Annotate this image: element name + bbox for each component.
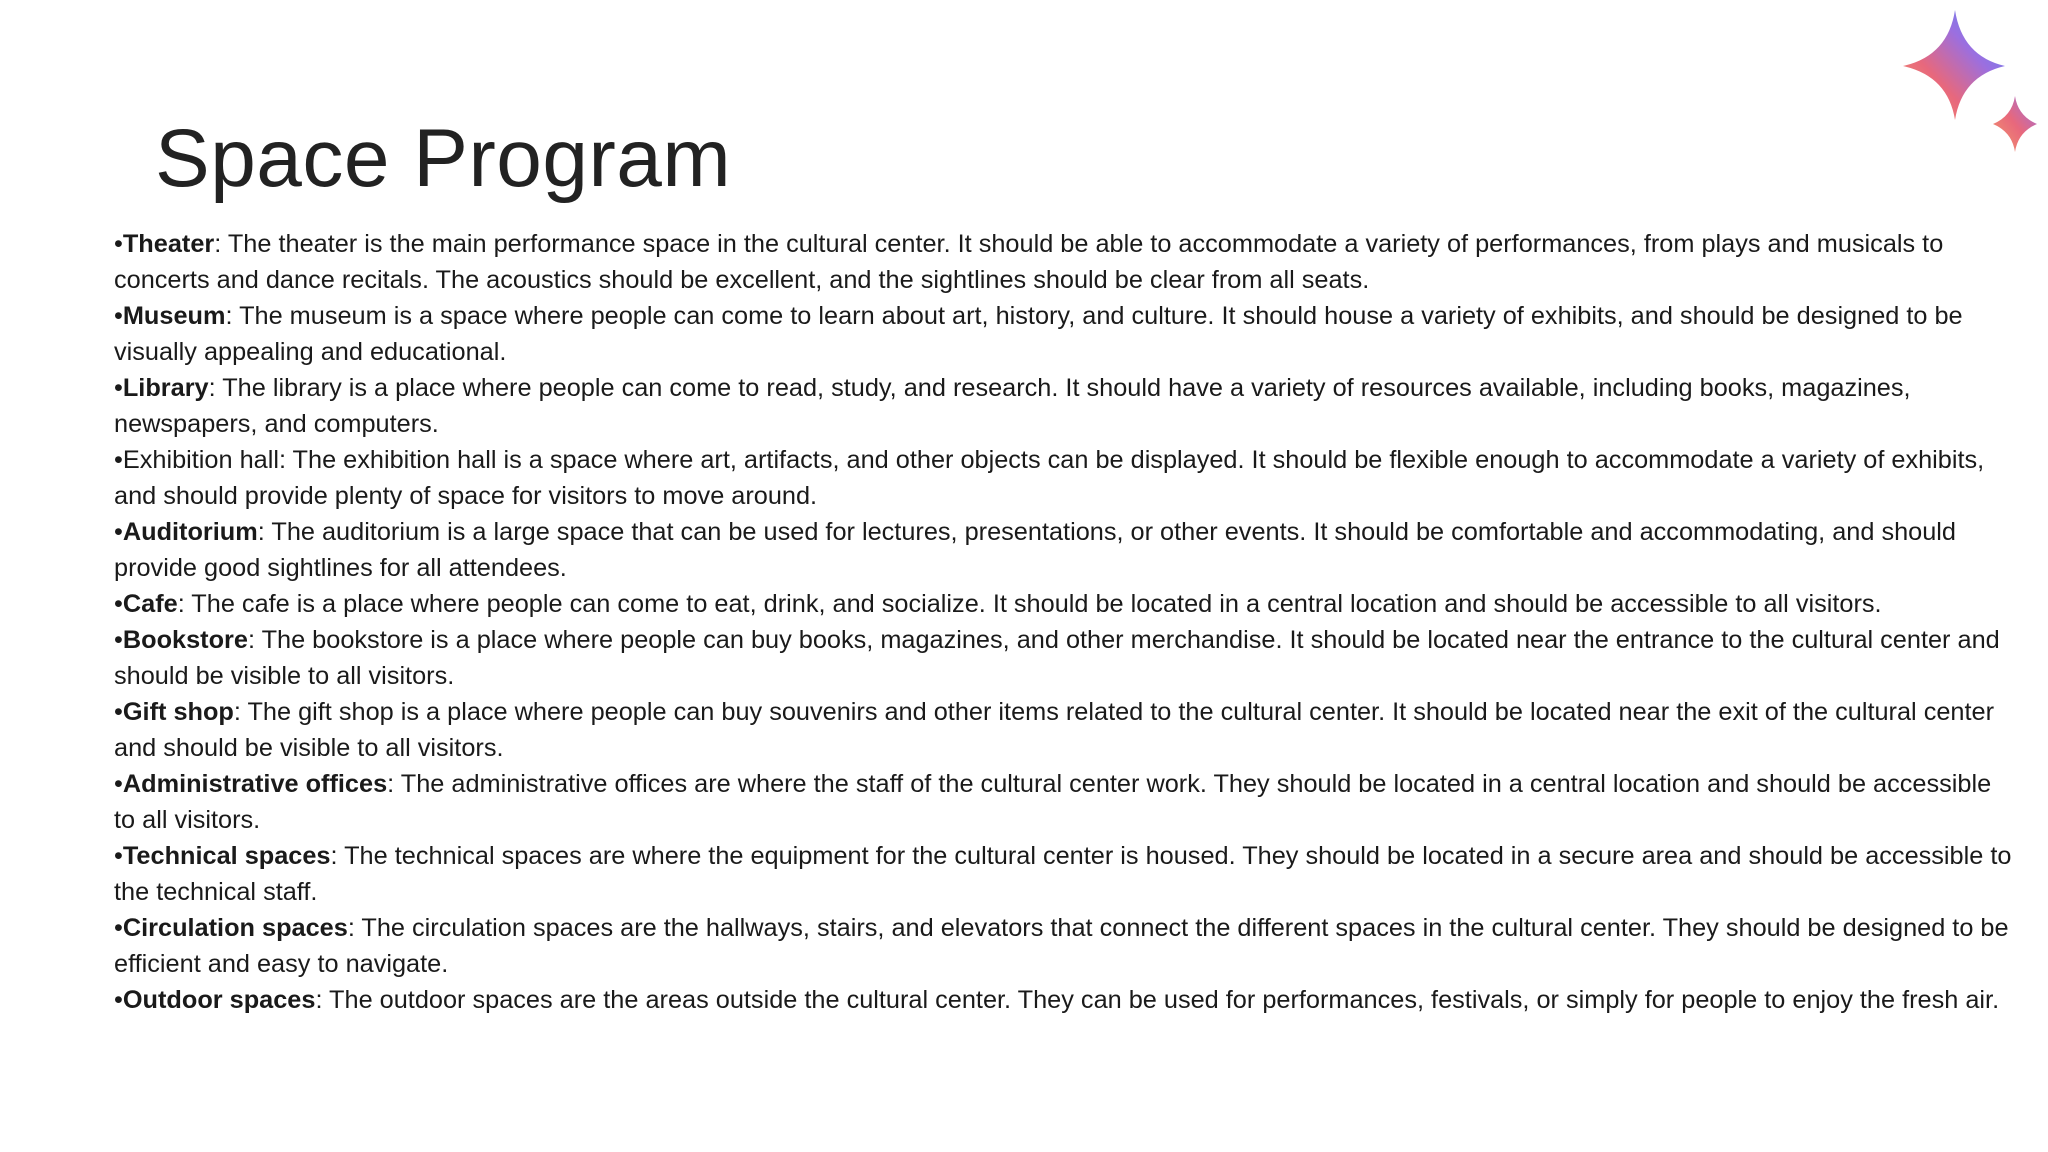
bullet: • bbox=[114, 698, 123, 726]
list-item bbox=[114, 694, 2014, 766]
bullet: • bbox=[114, 914, 123, 942]
item-term: Outdoor spaces bbox=[122, 986, 316, 1014]
item-description: : The bookstore is a place where people can buy books, magazines, and other merchandise. It should be located near the entrance to the cultural center and should be visible to all visitors. bbox=[114, 626, 2000, 690]
bullet: • bbox=[114, 374, 123, 402]
item-description: : The outdoor spaces are the areas outside the cultural center. They can be used for performances, festivals, or simply for people to enjoy the fresh air. bbox=[315, 986, 2000, 1014]
list-item bbox=[114, 586, 2014, 622]
list-item bbox=[114, 298, 2014, 370]
item-term: Bookstore bbox=[122, 626, 248, 654]
item-term: Gift shop bbox=[122, 698, 234, 726]
slide-title: Space Program bbox=[155, 113, 732, 204]
list-item bbox=[114, 982, 2014, 1018]
item-description: : The gift shop is a place where people can buy souvenirs and other items related to the cultural center. It should be located near the exit of the cultural center and should be visible to all visitors. bbox=[114, 698, 1994, 762]
item-term: Circulation spaces bbox=[122, 914, 348, 942]
item-term: Cafe bbox=[122, 590, 178, 618]
item-term: Museum bbox=[122, 302, 226, 330]
list-item bbox=[114, 226, 2014, 298]
list-item bbox=[114, 442, 2014, 514]
item-description: : The technical spaces are where the equipment for the cultural center is housed. They should be located in a secure area and should be accessible to the technical staff. bbox=[114, 842, 2012, 906]
item-description: : The circulation spaces are the hallways, stairs, and elevators that connect the different spaces in the cultural center. They should be designed to be efficient and easy to navigate. bbox=[114, 914, 2009, 978]
bullet: • bbox=[114, 842, 123, 870]
small-sparkle-shape bbox=[1993, 96, 2037, 152]
sparkle-icon bbox=[1895, 6, 2045, 156]
list-item bbox=[114, 370, 2014, 442]
list-item bbox=[114, 622, 2014, 694]
item-description: : The theater is the main performance space in the cultural center. It should be able to accommodate a variety of performances, from plays and musicals to concerts and dance recitals. The acoustics should be excellent, and the sightlines should be clear from all seats. bbox=[114, 230, 1944, 294]
list-item bbox=[114, 766, 2014, 838]
large-sparkle-shape bbox=[1903, 10, 2005, 120]
item-term: Library bbox=[122, 374, 209, 402]
item-description: : The library is a place where people can come to read, study, and research. It should have a variety of resources available, including books, magazines, newspapers, and computers. bbox=[114, 374, 1911, 438]
bullet: • bbox=[114, 986, 123, 1014]
item-term: Technical spaces bbox=[122, 842, 331, 870]
list-item bbox=[114, 910, 2014, 982]
item-term: Auditorium bbox=[122, 518, 258, 546]
bullet: • bbox=[114, 770, 123, 798]
bullet: • bbox=[114, 518, 123, 546]
list-item bbox=[114, 514, 2014, 586]
item-term: Administrative offices bbox=[122, 770, 388, 798]
bullet: • bbox=[114, 590, 123, 618]
space-program-list bbox=[114, 226, 2014, 1018]
bullet: • bbox=[114, 446, 123, 474]
item-description: Exhibition hall: The exhibition hall is a space where art, artifacts, and other objects can be displayed. It should be flexible enough to accommodate a variety of exhibits, and should provide plenty of space for visitors to move around. bbox=[114, 446, 1985, 510]
list-item bbox=[114, 838, 2014, 910]
bullet: • bbox=[114, 230, 123, 258]
item-description: : The administrative offices are where the staff of the cultural center work. They should be located in a central location and should be accessible to all visitors. bbox=[114, 770, 1992, 834]
bullet: • bbox=[114, 302, 123, 330]
item-description: : The museum is a space where people can come to learn about art, history, and culture. It should house a variety of exhibits, and should be designed to be visually appealing and educational. bbox=[114, 302, 1963, 366]
item-description: : The cafe is a place where people can come to eat, drink, and socialize. It should be located in a central location and should be accessible to all visitors. bbox=[177, 590, 1882, 618]
item-description: : The auditorium is a large space that can be used for lectures, presentations, or other events. It should be comfortable and accommodating, and should provide good sightlines for all attendees. bbox=[114, 518, 1956, 582]
item-term: Theater bbox=[122, 230, 215, 258]
bullet: • bbox=[114, 626, 123, 654]
